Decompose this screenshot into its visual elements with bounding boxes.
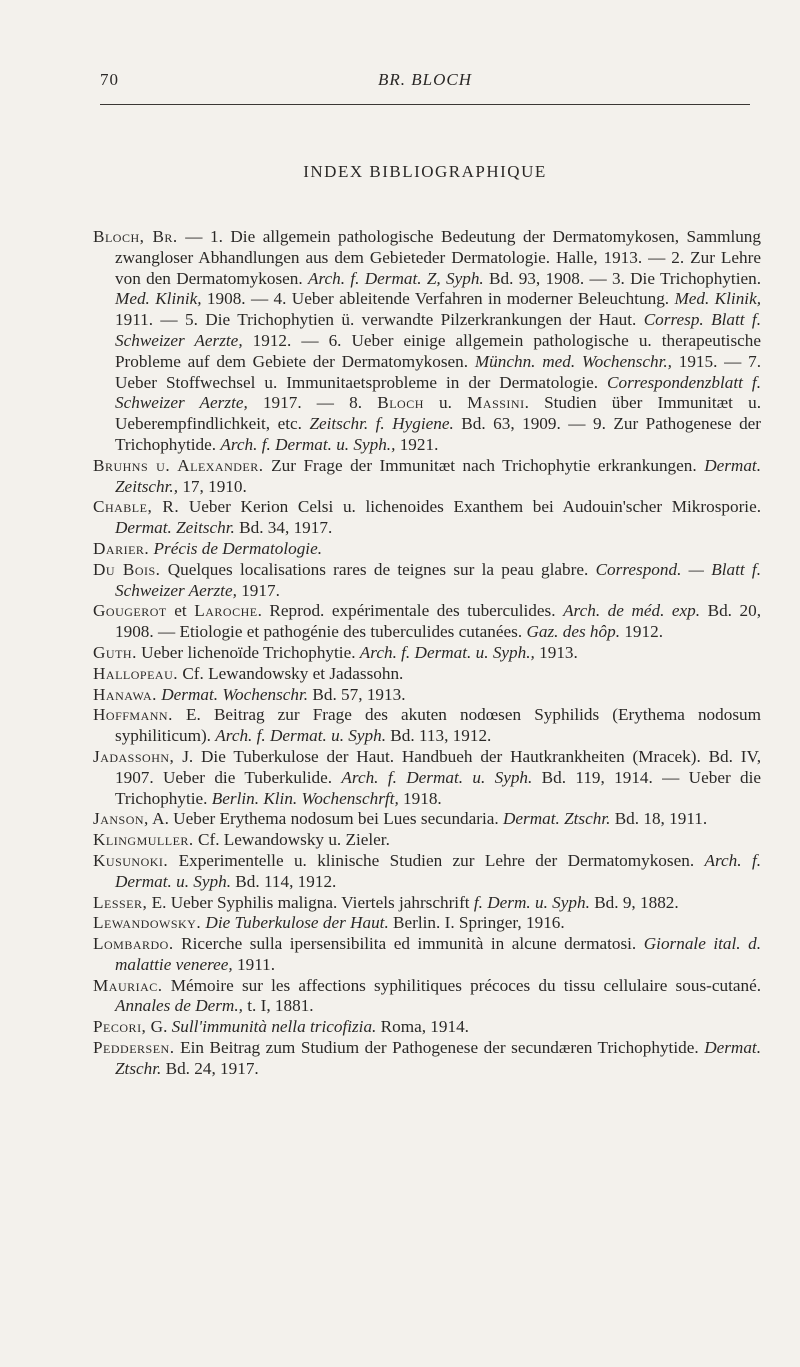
entry-source-title: Dermat. Zeitschr.,: [115, 455, 761, 496]
bibliography-entry: [93, 893, 761, 914]
entry-author: Hoffmann.: [93, 705, 173, 725]
entry-text: Berlin. I. Springer, 1916.: [388, 913, 565, 933]
entry-source-title: Sull'immunità nella tricofizia.: [171, 1017, 377, 1037]
page-number: 70: [100, 70, 119, 89]
entry-source-title: Med. Klinik,: [115, 289, 202, 309]
bibliography-entry: [93, 560, 761, 602]
entry-text: Ricerche sulla ipersensibilita ed immunità in alcune dermatosi.: [173, 934, 644, 954]
entry-source-title: Correspond. — Blatt f. Schweizer Aerzte,: [115, 559, 761, 600]
entry-text: E. Ueber Syphilis maligna. Viertels jahrschrift: [147, 892, 474, 912]
entry-source-title: Zeitschr. f. Hygiene.: [309, 414, 454, 434]
entry-text: 1911.: [232, 954, 276, 974]
entry-text: Bd. 9, 1882.: [589, 892, 679, 912]
entry-author: Jadassohn,: [93, 746, 175, 766]
running-title: BR. BLOCH: [378, 70, 472, 89]
entry-text: E. Beitrag zur Frage des akuten nodœsen Syphilids (Erythema nodosum syphiliticum).: [115, 705, 761, 746]
entry-source-title: Arch. f. Dermat. Z, Syph.: [308, 268, 484, 288]
bibliography-entry: [93, 643, 761, 664]
entry-source-title: Med. Klinik,: [674, 289, 761, 309]
entry-text: Ueber lichenoïde Trichophytie.: [136, 642, 360, 662]
entry-source-title: Arch. de méd. exp.: [563, 601, 701, 621]
bibliography-entry: [93, 664, 761, 685]
entry-author: Bloch, Br.: [93, 227, 178, 246]
entry-source-title: Berlin. Klin. Wochenschrft,: [211, 788, 399, 808]
entry-source-title: Münchn. med. Wochenschr.,: [474, 351, 672, 371]
entry-text: Bd. 20, 1908. — Etiologie et pathogénie des tuberculides cutanées.: [115, 601, 762, 642]
entry-text: 1917.: [236, 580, 280, 600]
entry-source-title: Arch. f. Dermat. u. Syph.: [341, 767, 533, 787]
entry-text: A. Ueber Erythema nodosum bei Lues secundaria.: [148, 809, 503, 829]
entry-source-title: Dermat. Zeitschr.: [115, 518, 235, 538]
entry-text: 1908. — 4. Ueber ableitende Verfahren in moderner Beleuchtung.: [201, 289, 675, 309]
entry-text: Cf. Lewandowsky u. Zieler.: [193, 830, 390, 850]
entry-text: Experimentelle u. klinische Studien zur Lehre der Dermatomykosen.: [168, 850, 705, 870]
entry-author: Lewandowsky.: [93, 913, 202, 933]
entry-coauthor: Massini: [467, 393, 525, 413]
entry-author: Lesser,: [93, 892, 148, 912]
header-rule: [100, 104, 750, 105]
entry-source-title: Dermat. Ztschr.: [115, 1038, 761, 1078]
entry-text: Ueber Kerion Celsi u. lichenoides Exanthem bei Audouin'scher Mikrosporie.: [179, 497, 761, 517]
bibliography-list: [93, 227, 761, 1080]
entry-text: J. Die Tuberkulose der Haut. Handbueh der Hautkrankheiten (Mracek). Bd. IV, 1907. Ueber die Tuberkulide.: [115, 746, 761, 787]
entry-text: Bd. 57, 1913.: [308, 684, 406, 704]
bibliography-entry: [93, 497, 761, 539]
entry-text: 17, 1910.: [178, 476, 247, 496]
entry-source-title: Arch. f. Dermat. u. Syph.: [215, 726, 386, 746]
entry-source-title: Arch. f. Dermat. u. Syph.,: [220, 434, 396, 454]
entry-text: Bd. 119, 1914. — Ueber die Trichophytie.: [115, 767, 762, 808]
bibliography-entry: [93, 976, 761, 1018]
entry-author: Du Bois.: [93, 559, 161, 579]
entry-text: Bd. 34, 1917.: [234, 518, 333, 538]
entry-source-title: Giornale ital. d. malattie veneree,: [115, 934, 761, 974]
entry-source-title: Arch. f. Dermat. u. Syph.,: [359, 642, 535, 662]
entry-text: et: [166, 601, 195, 621]
bibliography-entry: [93, 913, 761, 934]
entry-text: Mémoire sur les affections syphilitiques précoces du tissu cellulaire sous-cutané.: [162, 975, 761, 995]
entry-source-title: Précis de Dermatologie.: [153, 538, 323, 558]
entry-source-title: Gaz. des hôp.: [526, 622, 621, 642]
entry-text: Bd. 114, 1912.: [231, 871, 337, 891]
entry-author: Klingmuller.: [93, 830, 194, 850]
entry-text: Bd. 18, 1911.: [610, 809, 708, 829]
entry-text: Cf. Lewandowsky et Jadassohn.: [178, 663, 404, 683]
entry-text: u.: [423, 393, 468, 413]
bibliography-entry: [93, 227, 761, 456]
bibliography-entry: [93, 601, 761, 643]
entry-text: Quelques localisations rares de teignes sur la peau glabre.: [160, 559, 596, 579]
entry-author: Chable, R.: [93, 497, 180, 517]
entry-text: 1921.: [395, 434, 439, 454]
entry-text: Ein Beitrag zum Studium der Pathogenese der secundæren Trichophytide.: [174, 1038, 705, 1058]
section-title: INDEX BIBLIOGRAPHIQUE: [303, 162, 547, 181]
entry-author: Pecori,: [93, 1017, 147, 1037]
entry-source-title: Correspondenzblatt f. Schweizer Aerzte,: [115, 372, 761, 413]
running-header: [100, 70, 750, 100]
entry-source-title: Annales de Derm.,: [115, 996, 243, 1016]
entry-coauthor: Bloch: [377, 393, 424, 413]
entry-author: Bruhns u. Alexander.: [93, 455, 264, 475]
bibliography-entry: [93, 830, 761, 851]
entry-text: 1912.: [620, 622, 663, 642]
entry-text: 1913.: [534, 642, 578, 662]
entry-text: Bd. 24, 1917.: [161, 1058, 259, 1078]
entry-text: Bd. 113, 1912.: [386, 726, 492, 746]
entry-author: Janson,: [93, 809, 149, 829]
entry-source-title: Dermat. Ztschr.: [502, 809, 611, 829]
entry-text: 1917. — 8.: [247, 393, 378, 413]
bibliography-entry: [93, 809, 761, 830]
entry-text: . Reprod. expérimentale des tuberculides.: [257, 601, 564, 621]
bibliography-entry: [93, 685, 761, 706]
entry-author: Peddersen.: [93, 1038, 175, 1058]
entry-author: Kusunoki.: [93, 850, 169, 870]
entry-author: Lombardo.: [93, 934, 174, 954]
entry-source-title: Arch. f. Dermat. u. Syph.: [115, 850, 762, 891]
entry-text: Roma, 1914.: [376, 1017, 469, 1037]
bibliography-entry: [93, 1017, 761, 1038]
bibliography-entry: [93, 539, 761, 560]
entry-author: Guth.: [93, 642, 137, 662]
bibliography-entry: [93, 705, 761, 747]
entry-text: 1918.: [398, 788, 442, 808]
entry-source-title: Die Tuberkulose der Haut.: [205, 913, 389, 933]
entry-source-title: f. Derm. u. Syph.: [473, 892, 590, 912]
bibliography-entry: [93, 456, 761, 498]
bibliography-entry: [93, 1038, 761, 1080]
entry-author: Gougerot: [93, 601, 167, 621]
entry-text: Bd. 63, 1909. — 9. Zur Pathogenese der Trichophytide.: [115, 414, 762, 454]
entry-source-title: Dermat. Wochenschr.: [161, 684, 309, 704]
entry-text: 1911. — 5. Die Trichophytien ü. verwandte Pilzerkrankungen der Haut.: [115, 310, 644, 330]
entry-text: 1915. — 7. Ueber Stoffwechsel u. Immunitaetsprobleme in der Dermatologie.: [115, 351, 762, 392]
entry-author: Hanawa.: [93, 684, 157, 704]
entry-text: 1912. — 6. Ueber einige allgemein pathologische u. therapeutische Probleme auf dem Gebiete der Dermatomykosen.: [115, 330, 761, 371]
entry-coauthor: Laroche: [194, 601, 258, 621]
bibliography-entry: [93, 934, 761, 976]
entry-text: . Studien über Immunitæt u. Ueberempfindlichkeit, etc.: [115, 393, 761, 434]
entry-text: — 1. Die allgemein pathologische Bedeutung der Dermatomykosen, Sammlung zwangloser Abhandlungen aus dem Gebieteder Dermatologie. Halle, 1913. — 2. Zur Lehre von den Dermatomykosen.: [115, 227, 761, 288]
bibliography-entry: [93, 747, 761, 809]
entry-text: Bd. 93, 1908. — 3. Die Trichophytien.: [483, 268, 762, 288]
entry-text: G.: [146, 1017, 172, 1037]
entry-text: t. I, 1881.: [242, 996, 314, 1016]
entry-text: Zur Frage der Immunitæt nach Trichophytie erkrankungen.: [263, 455, 705, 475]
entry-author: Mauriac.: [93, 975, 163, 995]
entry-author: Hallopeau.: [93, 663, 179, 683]
bibliography-entry: [93, 851, 761, 893]
entry-source-title: Corresp. Blatt f. Schweizer Aerzte,: [115, 310, 761, 350]
entry-author: Darier.: [93, 538, 150, 558]
